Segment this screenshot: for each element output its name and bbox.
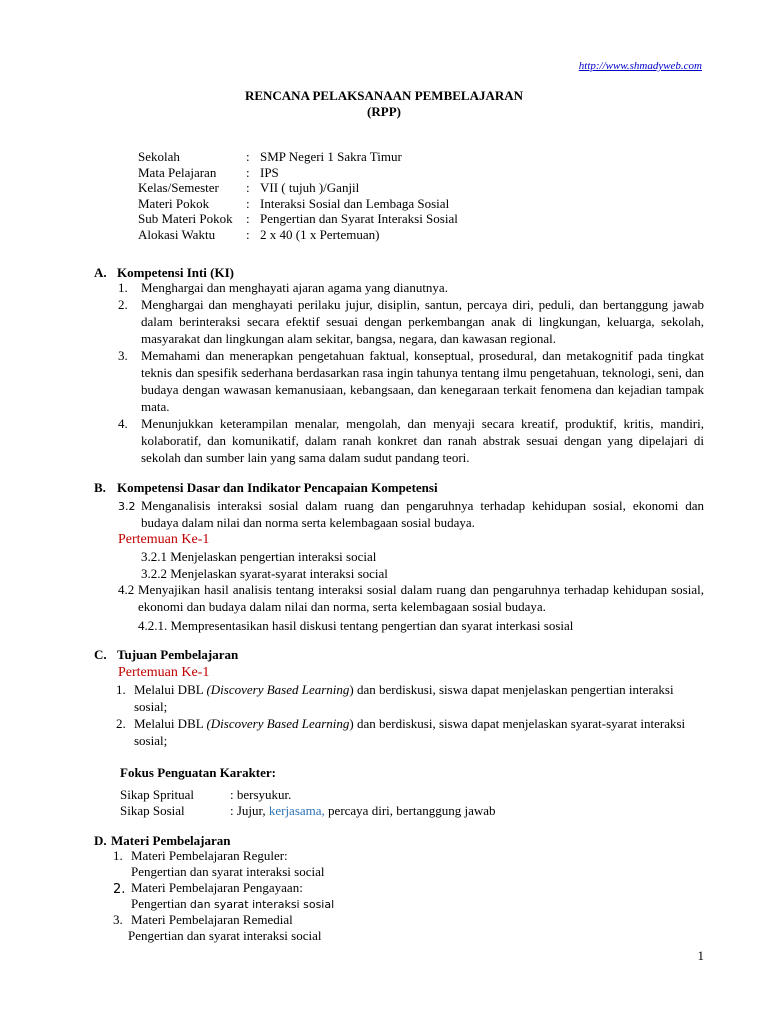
section-title: Kompetensi Dasar dan Indikator Pencapaian Kompetensi bbox=[117, 480, 438, 495]
materi-head: Materi Pembelajaran Remedial bbox=[131, 912, 293, 927]
item-number: 1. bbox=[116, 682, 126, 697]
item-number: 2. bbox=[116, 716, 126, 731]
social-text: percaya diri, bertanggung jawab bbox=[324, 803, 496, 818]
list-item bbox=[116, 681, 686, 715]
meta-row bbox=[138, 227, 458, 243]
section-a-list bbox=[118, 279, 704, 466]
section-title: Materi Pembelajaran bbox=[111, 833, 231, 848]
indicator-3-2-2: 3.2.2 Menjelaskan syarat-syarat interaksi social bbox=[141, 566, 388, 581]
social-text: : Jujur, bbox=[230, 803, 269, 818]
meta-value: Pengertian dan Syarat Interaksi Sosial bbox=[260, 211, 458, 226]
meta-row bbox=[138, 196, 458, 212]
spiritual-key: Sikap Spritual bbox=[120, 787, 195, 802]
materi-sub-text: dan syarat interaksi sosial bbox=[189, 898, 335, 911]
item-number: 3. bbox=[118, 348, 128, 363]
kd-item bbox=[118, 581, 704, 615]
kd-text: Menyajikan hasil analisis tentang interaksi sosial dalam ruang dan pengaruhnya terhadap kehidupan sosial, ekonomi dan budaya dalam nilai dan norma, serta kelembagaan sosial budaya. bbox=[138, 582, 704, 614]
section-letter: B. bbox=[94, 480, 106, 495]
materi-sub: Pengertian dan syarat interaksi social bbox=[128, 928, 322, 943]
kd-text: Menganalisis interaksi sosial dalam ruang dan pengaruhnya terhadap kehidupan sosial, ekonomi dan budaya dalam nilai dan norma serta kelembagaan sosial budaya. bbox=[141, 498, 704, 530]
materi-number: 3. bbox=[113, 912, 123, 927]
materi-head: Materi Pembelajaran Reguler: bbox=[131, 848, 288, 863]
meta-row bbox=[138, 165, 458, 181]
meta-sep: : bbox=[246, 211, 250, 226]
doc-subtitle: (RPP) bbox=[367, 104, 401, 119]
meta-key: Kelas/Semester bbox=[138, 180, 219, 195]
meta-key: Mata Pelajaran bbox=[138, 164, 217, 180]
meta-key: Sekolah bbox=[138, 149, 180, 164]
meta-value: Interaksi Sosial dan Lembaga Sosial bbox=[260, 195, 450, 211]
item-number: 4. bbox=[118, 416, 128, 431]
list-item bbox=[118, 415, 704, 466]
item-emphasis: (Discovery Based Learning bbox=[206, 716, 350, 731]
item-number: 1. bbox=[118, 280, 128, 295]
social-value bbox=[230, 802, 496, 819]
meta-value: SMP Negeri 1 Sakra Timur bbox=[260, 149, 402, 164]
item-text: Memahami dan menerapkan pengetahuan faktual, konseptual, prosedural, dan metakognitif pada tingkat teknis dan spesifik sederhana berdasarkan rasa ingin tahunya tentang ilmu pengetahuan, teknologi, seni, dan budaya dengan wawasan kemanusiaan, kebangsaan, dan kenegaraan terkait fenomena dan kejadian tampak mata. bbox=[141, 348, 704, 414]
meta-key: Materi Pokok bbox=[138, 195, 210, 211]
item-text: ) dan berdiskusi, siswa dapat menjelaskan syarat-syarat interaksi sosial; bbox=[134, 716, 686, 748]
item-text: Menunjukkan keterampilan menalar, mengolah, dan menyaji secara kreatif, produktif, kritis, mandiri, kolaboratif, dan komunikatif, dalam ranah konkret dan ranah abstrak sesuai dengan yang dipelajari di sekolah dan sumber lain yang sama dalam sudut pandang teori. bbox=[141, 416, 704, 465]
section-letter: C. bbox=[94, 647, 107, 662]
item-number: 2. bbox=[118, 297, 128, 312]
meeting-label: Pertemuan Ke-1 bbox=[118, 665, 210, 680]
meta-row bbox=[138, 180, 458, 196]
materi-sub-text: Pengertian bbox=[131, 896, 190, 911]
section-b-heading bbox=[94, 480, 438, 496]
indicator-4-2-1: 4.2.1. Mempresentasikan hasil diskusi tentang pengertian dan syarat interkasi sosial bbox=[138, 618, 574, 633]
meta-sep: : bbox=[246, 149, 250, 164]
spiritual-value: : bersyukur. bbox=[230, 787, 292, 802]
section-title: Kompetensi Inti (KI) bbox=[117, 265, 234, 280]
list-item bbox=[118, 347, 704, 415]
list-item bbox=[118, 296, 704, 347]
meta-value: VII ( tujuh )/Ganjil bbox=[260, 180, 360, 195]
kd-4-2 bbox=[118, 581, 704, 615]
meta-row bbox=[138, 149, 458, 165]
section-letter: A. bbox=[94, 265, 107, 280]
item-text: Melalui DBL bbox=[134, 682, 207, 697]
materi-number: 1. bbox=[113, 848, 123, 863]
section-letter: D. bbox=[94, 833, 107, 848]
meta-sep: : bbox=[246, 195, 250, 211]
meta-sep: : bbox=[246, 226, 250, 242]
meta-value: IPS bbox=[260, 164, 279, 180]
section-c-heading bbox=[94, 647, 238, 663]
character-focus-title: Fokus Penguatan Karakter: bbox=[120, 765, 276, 780]
item-text: Menghargai dan menghayati perilaku jujur, disiplin, santun, percaya diri, peduli, dan bertanggung jawab dalam berinteraksi secara efektif sesuai dengan perkembangan anak di lingkungan, keluarga, sekolah, masyarakat dan lingkungan alam sekitar, bangsa, negara, dan kawasan regional. bbox=[141, 297, 704, 346]
header-url-link[interactable]: http://www.shmadyweb.com bbox=[578, 60, 702, 72]
list-item bbox=[118, 279, 704, 296]
materi-number: 2. bbox=[113, 882, 126, 897]
meta-sep: : bbox=[246, 180, 250, 195]
materi-sub: Pengertian dan syarat interaksi social bbox=[131, 864, 325, 879]
meta-sep: : bbox=[246, 164, 250, 180]
kd-number: 4.2 bbox=[118, 582, 135, 597]
indicator-3-2-1: 3.2.1 Menjelaskan pengertian interaksi social bbox=[141, 549, 377, 564]
kd-item bbox=[118, 497, 704, 531]
objectives-list bbox=[116, 681, 686, 749]
meta-key: Alokasi Waktu bbox=[138, 226, 216, 242]
section-title: Tujuan Pembelajaran bbox=[117, 647, 239, 662]
meta-value: 2 x 40 (1 x Pertemuan) bbox=[260, 226, 380, 242]
social-highlight: kerjasama, bbox=[268, 803, 325, 818]
item-text: ) dan berdiskusi, siswa dapat menjelaskan pengertian interaksi sosial; bbox=[134, 682, 674, 714]
social-key: Sikap Sosial bbox=[120, 803, 185, 818]
meta-key: Sub Materi Pokok bbox=[138, 211, 233, 226]
item-emphasis: (Discovery Based Learning bbox=[206, 682, 350, 697]
meeting-label: Pertemuan Ke-1 bbox=[118, 532, 210, 547]
item-text: Menghargai dan menghayati ajaran agama yang dianutnya. bbox=[141, 280, 448, 295]
identity-table bbox=[138, 149, 458, 242]
page-number: 1 bbox=[697, 948, 704, 963]
materi-head: Materi Pembelajaran Pengayaan: bbox=[131, 880, 303, 895]
item-text: Melalui DBL bbox=[134, 716, 207, 731]
kd-number: 3.2 bbox=[118, 500, 136, 513]
list-item bbox=[116, 715, 686, 749]
doc-title: RENCANA PELAKSANAAN PEMBELAJARAN bbox=[244, 88, 524, 103]
meta-row bbox=[138, 211, 458, 227]
kd-3-2 bbox=[118, 497, 704, 531]
